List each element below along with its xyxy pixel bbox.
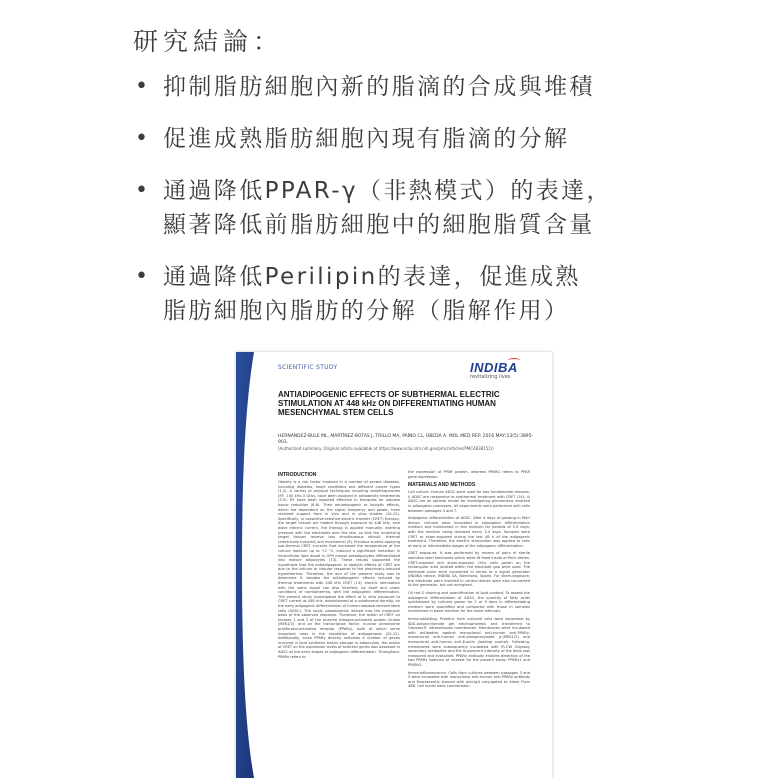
indiba-logo — [470, 360, 530, 380]
methods-cell-culture: Cell culture. Human ADSC were used for two fundamental reasons: i) ADSC are responsive to subthermal treatment with CRET (14); ii) ADSC are an optimal model for investigating phenomena involved in adipogenic processes. All experiments were performed with cells between passages 3 and 7. — [408, 490, 530, 513]
bullet-icon: • — [135, 74, 151, 99]
methods-heading: MATERIALS AND METHODS — [408, 482, 476, 489]
conclusion-list — [133, 70, 753, 346]
conclusion-item — [133, 122, 753, 156]
paper-authors: HERNÁNDEZ-BULE ML, MARTÍNEZ-BOTAS J, TRILLO MA, PAÍNO CL, ÚBEDA A. MOL MED REP. 2016 MAY;13(5):3895-903. — [278, 434, 534, 445]
conclusion-line: 促進成熟脂肪細胞內現有脂滴的分解 — [163, 126, 570, 152]
study-label: SCIENTIFIC STUDY — [278, 364, 338, 371]
methods-immunofluorescence: Immunofluorescence. Cells from cultures between passages 3 and 5 were incubated with monoclonal anti-human anti-PPARγ antibody and fluorescently stained with anti-IgG conjugated to Alexa Fluor 488. Cell nuclei were counterstain- — [408, 670, 530, 689]
paper-note: (Authorized summary. Original article available at https://www.ncbi.nlm.nih.gov/pmc/articles/PMC4838151/) — [278, 446, 494, 451]
logo-tagline: revitalizing lives — [470, 374, 511, 380]
logo-brand: INDIBA — [470, 360, 530, 375]
bullet-icon: • — [135, 178, 151, 203]
methods-immunoblotting: Immunoblotting. Proteins from cultured cells were separated by SDS-polyacrylamide gel electrophoresis and transferred to Odyssey® nitrocellulose membranes. Membranes were incubated with antibodies against monoclonal anti-human anti-PPARγ, monoclonal anti-human anti-phosphorylated p-(MEK1/2) and monoclonal anti-human anti-β-actin (loading control). Following, membranes were subsequently incubated with IR-CW Odyssey secondary antibodies and the fluorescent intensity of the blots was measured and evaluated. PPARγ antibody enables detection of the two PPARγ isoforms of interest for the present study: PPARγ1 and PPARγ2. — [408, 617, 530, 667]
paper-title: ANTIADIPOGENIC EFFECTS OF SUBTHERMAL ELECTRIC STIMULATION AT 448 kHz ON DIFFERENTIATING HUMAN MESENCHYMAL STEM CELLS — [278, 390, 500, 417]
methods-cret-exposure: CRET exposure. It was performed by means of pairs of sterile stainless steel electrodes which were fit fixed inside of Petri dishes. CRET-exposed and sham-exposed. Only cells grown on the rectangular area located within the electrode gap were used. The electrode pairs were connected in series to a signal generator (INDIBA device, INDIBA SA, Barcelona, Spain). For sham-exposure, the electrode pairs inserted in control dishes were also connected to the generator, but not energized. — [408, 551, 530, 588]
section-heading: 研究結論： — [133, 27, 284, 56]
intro-heading: INTRODUCTION — [278, 472, 317, 478]
conclusion-item — [133, 70, 753, 104]
conclusion-line: 通過降低PPAR-γ（非熱模式）的表達， — [163, 178, 612, 204]
conclusion-line: 脂肪細胞內脂肪的分解（脂解作用） — [163, 298, 570, 324]
conclusion-item — [133, 174, 753, 242]
paper-column-left — [278, 470, 400, 662]
blue-accent-band — [236, 352, 254, 778]
intro-continued: the expression of PPAR protein, whereas PPARG refers to PPAR gene expression. — [408, 470, 530, 479]
methods-oil-red: Oil red O staining and quantification of lipid content. To assess the adipogenic differentiation of ADSC, the quantity of fatty acids synthesized by cultures grown for 2 or 9 days in differentiating medium were quantified and compared with those in samples maintained in basal medium for the same intervals. — [408, 591, 530, 614]
bullet-icon: • — [135, 126, 151, 151]
paper-thumbnail — [236, 352, 552, 778]
conclusion-line: 顯著降低前脂肪細胞中的細胞脂質含量 — [163, 212, 595, 238]
paper-column-right — [408, 470, 530, 692]
conclusion-line: 抑制脂肪細胞內新的脂滴的合成與堆積 — [163, 74, 595, 100]
methods-adipogenic: Adipogenic differentiation of ADSC. After 4 days of growing in Petri dishes, cultures were incubated in adipogenic differentiation medium and maintained in this medium for periods of 2-9 days; with the medium being renewed every 3-4 days. Samples were CRET or sham-exposed during the last 48 h of the adipogenic treatment. Therefore, the electric stimulation was applied to cells at early or intermediate stages of the adipogenic differentiation. — [408, 516, 530, 548]
conclusion-item — [133, 260, 753, 328]
bullet-icon: • — [135, 264, 151, 289]
intro-text: Obesity is a risk factor involved in a number of severe diseases, including diabetes, heart conditions and different cancer types (1,2). A variety of physical techniques including radiofrequencies (RF, 100 kHz-3 GHz), have been assayed in antiobesity treatments (3-5). RF have been reported effective in therapies for adipose tissue reduction (6-8). Their antiadipogenic or lipolytic effects, which are dependent on the signal frequency and power, have received support from in vivo and in vitro studies (10-12). Specifically, in capacitive-resistive electric transfer (CRET) therapy, the target tissues are heated through exposure to 448 kHz, sine wave electric current, the therapy is applied manually, exerting pressure with the electrodes over the skin, so that the underlying target tissues receive two simultaneous stimuli: thermal (electrically-induced) and mechanical (9). Previous studies applying sub-thermal CRET currents that increased the temperature of the culture medium up to +2 °C, induced a significant reduction in intracellular lipid depot in OP9 mouse preadipocytes differentiated into mature adipocytes (13). These results supported the hypothesis that the antiadipogenic or lipolytic effects of CRET are due to the cellular or tissular response to the electrically-induced hyperthermia. Therefore, the aim of the present study was to determine if, besides the antiadipogenic effects induced by thermal treatments with 448 kHz CRET (13), electric stimulation with the same signal can also interfere, by itself and under conditions of normothermia, with the adipogenic differentiation. The present study investigated the effect of in vitro exposure to CRET current at 448 kHz, administered at a subthermal density, on the early adipogenic differentiation of human adipose-derived stem cells (ADSC). The study subsequently delved into the molecular basis of the observed response. Therefore, the action of CRET on kinases 1 and 2 of the enzyme mitogen-activated protein kinase (MEK1/2), and on the transcription factor, nuclear peroxisome proliferator-activated receptor (PPARγ), both of which serve important roles in the regulation of adipogenesis (20-22). Additionally, since PPARγ directly activates a number of genes involved in lipid synthesis and/or storage in adipocytes, the action of CRET on the expression levels of selected genes was assessed in ADSC at the early stages of adipogenic differentiation. Throughout, PPARγ refers to — [278, 480, 400, 659]
conclusion-line: 通過降低Perilipin的表達，促進成熟 — [163, 264, 581, 290]
